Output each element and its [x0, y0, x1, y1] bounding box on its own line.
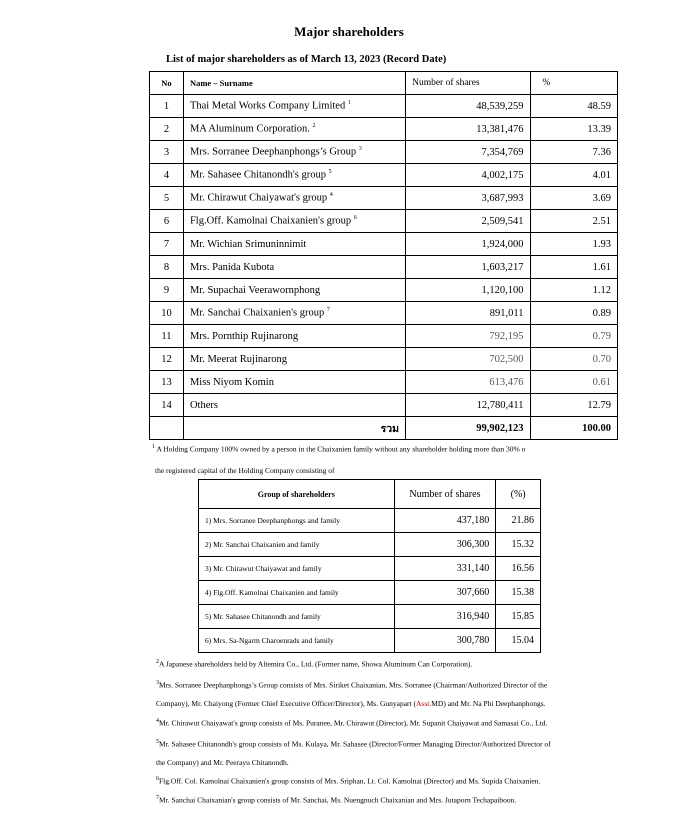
table-row — [150, 371, 618, 394]
group-name: 3) Mr. Chirawut Chaiyawat and family — [199, 557, 395, 581]
group-header-shares: Number of shares — [394, 480, 496, 509]
shareholder-name — [183, 118, 405, 141]
footnote-marker: 3 — [156, 680, 159, 686]
row-number: 14 — [150, 394, 184, 417]
group-percent: 16.56 — [496, 557, 541, 581]
shareholder-name-text: Mr. Sahasee Chitanondh's group — [189, 169, 326, 181]
footnote-5 — [156, 739, 696, 749]
shareholder-name-text: Miss Niyom Komin — [189, 376, 274, 388]
shareholder-name-text: Thai Metal Works Company Limited — [189, 100, 346, 112]
group-header-name: Group of shareholders — [199, 480, 395, 509]
group-percent: 15.38 — [496, 581, 541, 605]
group-row — [199, 629, 541, 653]
footnote-marker: 3 — [358, 146, 362, 153]
shareholder-name — [183, 233, 405, 256]
shareholder-name — [183, 348, 405, 371]
share-count: 2,509,541 — [406, 210, 530, 233]
group-shares: 316,940 — [394, 605, 496, 629]
share-percent: 1.12 — [530, 279, 617, 302]
share-percent: 0.79 — [530, 325, 617, 348]
footnote-marker: 5 — [156, 739, 159, 745]
shareholder-name-text: MA Aluminum Corporation. — [189, 123, 310, 135]
share-count: 1,603,217 — [406, 256, 530, 279]
holding-company-group-table — [198, 479, 541, 653]
row-number: 3 — [150, 141, 184, 164]
footnote-6 — [156, 776, 540, 786]
group-shares: 300,780 — [394, 629, 496, 653]
footnote-marker: 6 — [353, 215, 357, 222]
total-shares: 99,902,123 — [406, 417, 530, 440]
table-row — [150, 279, 618, 302]
share-percent: 48.59 — [530, 95, 617, 118]
footnote-text: Mr. Sanchai Chaixanian's group consists of Mr. Sanchai, Ms. Nuengnuch Chaixanian and Mrs. Jutaporn Techapaiboon. — [159, 795, 517, 805]
shareholder-name — [183, 371, 405, 394]
footnote-text: A Japanese shareholders held by Altemira Co., Ltd. (Former name, Showa Aluminum Can Corporation). — [159, 659, 473, 669]
shareholder-name — [183, 325, 405, 348]
share-count: 12,780,411 — [406, 394, 530, 417]
group-percent: 15.32 — [496, 533, 541, 557]
group-percent: 15.04 — [496, 629, 541, 653]
row-number: 8 — [150, 256, 184, 279]
total-label: รวม — [183, 417, 405, 440]
highlighted-text: Asst. — [416, 699, 432, 708]
table-row — [150, 394, 618, 417]
page-title: Major shareholders — [294, 24, 404, 39]
shareholder-name-text: Mr. Sanchai Chaixanien's group — [189, 307, 325, 319]
group-name: 2) Mr. Sanchai Chaixanien and family — [199, 533, 395, 557]
footnote-text: MD) and Mr. Na Phi Deephanphongs. — [431, 699, 546, 708]
header-name: Name – Surname — [183, 72, 405, 95]
footnote-1 — [152, 444, 692, 454]
header-shares: Number of shares — [406, 72, 530, 95]
row-number: 7 — [150, 233, 184, 256]
shareholder-name-text: Mr. Meerat Rujinarong — [189, 353, 288, 365]
group-shares: 331,140 — [394, 557, 496, 581]
table-caption: List of major shareholders as of March 13, 2023 (Record Date) — [166, 54, 447, 65]
table-row — [150, 187, 618, 210]
row-number: 11 — [150, 325, 184, 348]
footnote-text: Mr. Chirawut Chaiyawat's group consists of Ms. Puranee, Mr. Chirawut (Director), Mr. Supanit Chaiyawat and Samasai Co., Ltd. — [159, 718, 548, 728]
row-number: 2 — [150, 118, 184, 141]
footnote-text: Mrs. Sorranee Deephanphongs’s Group consists of Mrs. Siriket Chaixanian, Mrs. Sorranee (Chairman/Authorized Director of the — [159, 680, 548, 690]
shareholder-name-text: Others — [189, 399, 218, 411]
footnote-marker: 1 — [347, 100, 351, 107]
group-name: 4) Flg.Off. Kamolnai Chaixanien and family — [199, 581, 395, 605]
group-row — [199, 605, 541, 629]
shareholder-name-text: Mrs. Panida Kubota — [189, 261, 275, 273]
share-percent: 3.69 — [530, 187, 617, 210]
share-count: 4,002,175 — [406, 164, 530, 187]
footnote-4 — [156, 718, 547, 728]
footnote-marker: 4 — [329, 192, 333, 199]
shareholder-name — [183, 141, 405, 164]
share-percent: 0.61 — [530, 371, 617, 394]
shareholder-name — [183, 302, 405, 325]
shareholder-name-text: Mr. Wichian Srimuninnimit — [189, 238, 307, 250]
row-number: 4 — [150, 164, 184, 187]
table-row — [150, 141, 618, 164]
footnote-1-continued: the registered capital of the Holding Company consisting of — [155, 466, 335, 475]
footnote-text: Company), Mr. Chaiyong (Former Chief Executive Officer/Director), Ms. Gunyapart ( — [156, 699, 417, 708]
shareholder-name — [183, 164, 405, 187]
footnote-marker: 4 — [156, 718, 159, 724]
group-percent: 15.85 — [496, 605, 541, 629]
share-count: 1,120,100 — [406, 279, 530, 302]
table-row — [150, 95, 618, 118]
total-row — [150, 417, 618, 440]
row-number: 6 — [150, 210, 184, 233]
footnote-text: Mr. Sahasee Chitanondh's group consists of Ms. Kulaya, Mr. Sahasee (Director/Former Managing Director/Authorized Director of — [159, 739, 551, 749]
shareholder-name-text: Mr. Supachai Veerawornphong — [189, 284, 321, 296]
table-row — [150, 233, 618, 256]
shareholder-name — [183, 210, 405, 233]
footnote-marker: 7 — [156, 795, 159, 801]
group-name: 1) Mrs. Sorranee Deephanphongs and family — [199, 509, 395, 533]
footnote-marker: 7 — [326, 307, 330, 314]
shareholder-name — [183, 256, 405, 279]
shareholder-name — [183, 279, 405, 302]
footnote-2 — [156, 659, 472, 669]
shareholder-name — [183, 394, 405, 417]
group-name: 6) Mrs. Sa-Ngarm Charoenrads and family — [199, 629, 395, 653]
footnote-marker: 2 — [312, 123, 316, 130]
share-percent: 4.01 — [530, 164, 617, 187]
group-header-percent: (%) — [496, 480, 541, 509]
group-shares: 306,300 — [394, 533, 496, 557]
row-number: 5 — [150, 187, 184, 210]
row-number: 13 — [150, 371, 184, 394]
group-header-row — [199, 480, 541, 509]
share-count: 13,381,476 — [406, 118, 530, 141]
footnote-text: Flg.Off. Col. Kamolnai Chaixanien's group consists of Mrs. Sriphan, Lt. Col. Kamolnai (Director) and Ms. Supida Chaixanien. — [159, 776, 541, 786]
group-shares: 437,180 — [394, 509, 496, 533]
share-percent: 1.93 — [530, 233, 617, 256]
major-shareholders-table — [149, 71, 618, 440]
share-percent: 13.39 — [530, 118, 617, 141]
share-count: 48,539,259 — [406, 95, 530, 118]
group-name: 5) Mr. Sahasee Chitanondh and family — [199, 605, 395, 629]
footnote-5-continued: the Company) and Mr. Peerayu Chitanondh. — [156, 758, 289, 767]
share-count: 702,500 — [406, 348, 530, 371]
footnote-marker: 5 — [328, 169, 332, 176]
table-row — [150, 302, 618, 325]
group-row — [199, 581, 541, 605]
share-percent: 0.70 — [530, 348, 617, 371]
shareholder-name — [183, 187, 405, 210]
table-row — [150, 210, 618, 233]
header-percent: % — [530, 72, 617, 95]
table-row — [150, 325, 618, 348]
row-number: 12 — [150, 348, 184, 371]
footnote-7 — [156, 795, 516, 805]
shareholder-name-text: Mrs. Pornthip Rujinarong — [189, 330, 299, 342]
footnote-text: A Holding Company 100% owned by a person in the Chaixanien family without any shareholder holding more than 30% o — [156, 444, 526, 454]
share-count: 891,011 — [406, 302, 530, 325]
share-count: 7,354,769 — [406, 141, 530, 164]
row-number: 9 — [150, 279, 184, 302]
footnote-3 — [156, 680, 696, 690]
share-percent: 2.51 — [530, 210, 617, 233]
share-count: 792,195 — [406, 325, 530, 348]
shareholder-name-text: Mrs. Sorranee Deephanphongs’s Group — [189, 146, 357, 158]
share-count: 1,924,000 — [406, 233, 530, 256]
group-row — [199, 533, 541, 557]
header-no: No — [150, 72, 184, 95]
group-row — [199, 557, 541, 581]
footnote-marker: 1 — [152, 444, 155, 450]
row-number: 10 — [150, 302, 184, 325]
footnote-3-continued — [156, 699, 696, 708]
group-percent: 21.86 — [496, 509, 541, 533]
shareholder-name-text: Flg.Off. Kamolnai Chaixanien's group — [189, 215, 352, 227]
share-percent: 0.89 — [530, 302, 617, 325]
row-number: 1 — [150, 95, 184, 118]
share-percent: 12.79 — [530, 394, 617, 417]
share-percent: 1.61 — [530, 256, 617, 279]
shareholder-name — [183, 95, 405, 118]
table-row — [150, 118, 618, 141]
shareholder-name-text: Mr. Chirawut Chaiyawat's group — [189, 192, 328, 204]
footnote-marker: 6 — [156, 776, 159, 782]
table-row — [150, 348, 618, 371]
share-percent: 7.36 — [530, 141, 617, 164]
table-header-row — [150, 72, 618, 95]
group-row — [199, 509, 541, 533]
total-blank — [150, 417, 184, 440]
share-count: 3,687,993 — [406, 187, 530, 210]
footnote-marker: 2 — [156, 659, 159, 665]
total-percent: 100.00 — [530, 417, 617, 440]
group-shares: 307,660 — [394, 581, 496, 605]
table-row — [150, 256, 618, 279]
share-count: 613,476 — [406, 371, 530, 394]
table-row — [150, 164, 618, 187]
